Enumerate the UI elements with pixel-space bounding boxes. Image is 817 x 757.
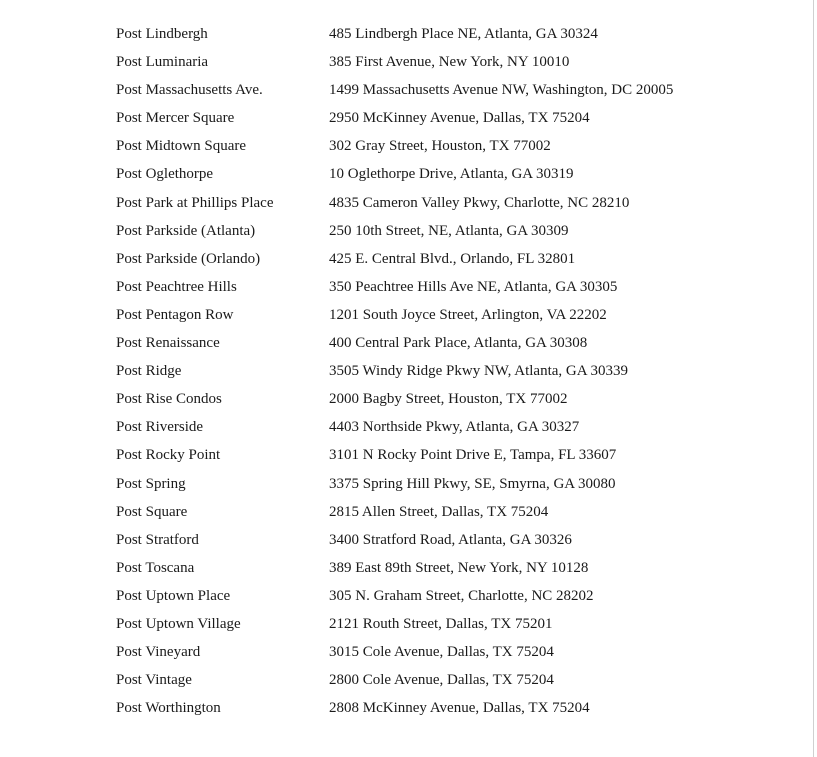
property-address: 1499 Massachusetts Avenue NW, Washington, DC 20005 (329, 82, 674, 99)
property-name: Post Pentagon Row (116, 306, 234, 323)
property-address: 389 East 89th Street, New York, NY 10128 (329, 559, 589, 576)
property-row (0, 441, 817, 469)
property-row (0, 273, 817, 301)
property-row (0, 20, 817, 48)
property-name: Post Midtown Square (116, 138, 247, 155)
property-name: Post Spring (116, 475, 186, 492)
property-row (0, 48, 817, 76)
property-address: 2808 McKinney Avenue, Dallas, TX 75204 (329, 700, 590, 717)
property-address: 2950 McKinney Avenue, Dallas, TX 75204 (329, 110, 590, 127)
property-row (0, 329, 817, 357)
property-address: 1201 South Joyce Street, Arlington, VA 22202 (329, 306, 607, 323)
property-row (0, 385, 817, 413)
property-row (0, 189, 817, 217)
property-name: Post Parkside (Atlanta) (116, 222, 256, 239)
property-address: 250 10th Street, NE, Atlanta, GA 30309 (329, 222, 569, 239)
property-name: Post Uptown Place (116, 587, 231, 604)
property-address: 425 E. Central Blvd., Orlando, FL 32801 (329, 250, 576, 267)
property-name: Post Renaissance (116, 335, 220, 352)
property-row (0, 104, 817, 132)
property-address: 485 Lindbergh Place NE, Atlanta, GA 30324 (329, 26, 598, 42)
property-row (0, 357, 817, 385)
property-name: Post Massachusetts Ave. (116, 82, 263, 99)
property-name: Post Parkside (Orlando) (116, 250, 261, 267)
property-name: Post Luminaria (116, 54, 209, 71)
property-name: Post Uptown Village (116, 615, 241, 632)
property-name: Post Mercer Square (116, 110, 235, 127)
property-address: 3015 Cole Avenue, Dallas, TX 75204 (329, 644, 554, 661)
property-row (0, 301, 817, 329)
property-name: Post Vineyard (116, 644, 201, 661)
property-row (0, 638, 817, 666)
property-address: 3375 Spring Hill Pkwy, SE, Smyrna, GA 30080 (329, 475, 616, 492)
property-name: Post Rise Condos (116, 391, 222, 408)
property-name: Post Vintage (116, 672, 192, 689)
property-address: 4835 Cameron Valley Pkwy, Charlotte, NC 28210 (329, 194, 630, 211)
property-row (0, 694, 817, 722)
property-name: Post Toscana (116, 559, 195, 576)
property-address: 2121 Routh Street, Dallas, TX 75201 (329, 615, 553, 632)
property-name: Post Riverside (116, 419, 204, 436)
property-address: 2815 Allen Street, Dallas, TX 75204 (329, 503, 549, 520)
property-address: 302 Gray Street, Houston, TX 77002 (329, 138, 551, 155)
property-name: Post Park at Phillips Place (116, 194, 274, 211)
property-address: 3505 Windy Ridge Pkwy NW, Atlanta, GA 30339 (329, 363, 628, 380)
property-row (0, 132, 817, 160)
property-row (0, 470, 817, 498)
property-row (0, 245, 817, 273)
property-name: Post Rocky Point (116, 447, 221, 464)
property-row (0, 76, 817, 104)
property-row (0, 554, 817, 582)
property-name: Post Worthington (116, 700, 221, 717)
property-address: 305 N. Graham Street, Charlotte, NC 28202 (329, 587, 594, 604)
property-address: 2000 Bagby Street, Houston, TX 77002 (329, 391, 568, 408)
property-address: 350 Peachtree Hills Ave NE, Atlanta, GA 30305 (329, 278, 618, 295)
property-row (0, 582, 817, 610)
property-row (0, 498, 817, 526)
property-address: 2800 Cole Avenue, Dallas, TX 75204 (329, 672, 554, 689)
property-address: 3400 Stratford Road, Atlanta, GA 30326 (329, 531, 572, 548)
property-address: 4403 Northside Pkwy, Atlanta, GA 30327 (329, 419, 580, 436)
property-row (0, 526, 817, 554)
property-address: 3101 N Rocky Point Drive E, Tampa, FL 33607 (329, 447, 617, 464)
property-address: 400 Central Park Place, Atlanta, GA 30308 (329, 335, 588, 352)
property-name: Post Peachtree Hills (116, 278, 237, 295)
property-row (0, 610, 817, 638)
property-address: 385 First Avenue, New York, NY 10010 (329, 54, 570, 71)
property-address-list (0, 20, 817, 722)
property-name: Post Lindbergh (116, 26, 208, 42)
property-name: Post Stratford (116, 531, 199, 548)
property-row (0, 413, 817, 441)
property-row (0, 666, 817, 694)
property-row (0, 160, 817, 188)
property-name: Post Ridge (116, 363, 182, 380)
property-address: 10 Oglethorpe Drive, Atlanta, GA 30319 (329, 166, 574, 183)
property-name: Post Square (116, 503, 188, 520)
property-row (0, 217, 817, 245)
property-name: Post Oglethorpe (116, 166, 214, 183)
